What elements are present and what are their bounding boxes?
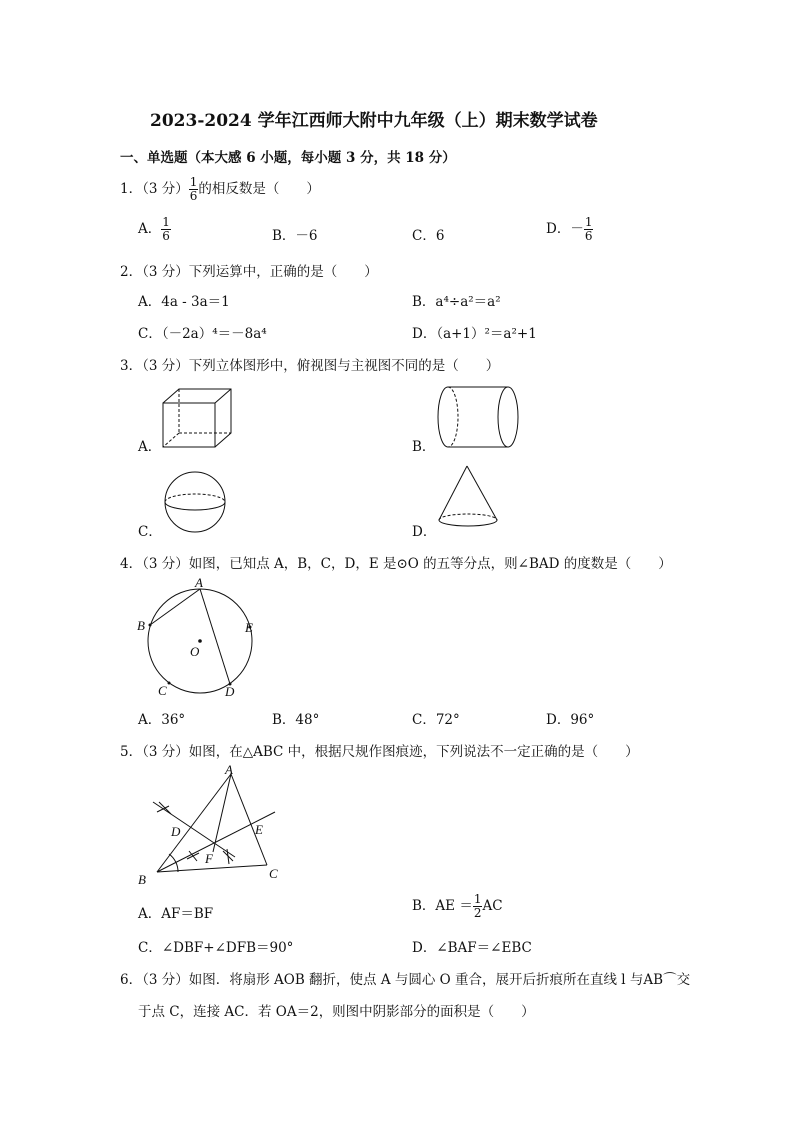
q1-option-d[interactable]: D．－ $\frac{1}{6}$ (546, 215, 593, 243)
q5-option-d[interactable]: D．∠BAF＝∠EBC (412, 940, 532, 956)
label-B: B (137, 618, 145, 633)
cube-figure (155, 385, 245, 450)
label-E: E (245, 620, 253, 635)
q3-option-a[interactable]: A． (138, 439, 162, 455)
q1-suffix: 的相反数是（ ） (198, 181, 320, 197)
sphere-figure (160, 470, 235, 535)
q3-option-d[interactable]: D． (412, 524, 437, 540)
q5-option-b[interactable]: B．AE ＝ $\frac{1}{2}$ AC (412, 892, 503, 920)
label-F: F (205, 851, 213, 866)
question-1 (120, 176, 320, 203)
label-A: A (225, 762, 233, 777)
label-C: C (269, 866, 278, 881)
q2-option-a[interactable]: A．4a - 3a＝1 (138, 294, 230, 310)
q4-option-d[interactable]: D．96° (546, 712, 595, 728)
label-D: D (171, 824, 181, 839)
section-heading: 一、单选题（本大感 6 小题，每小题 3 分，共 18 分） (120, 150, 456, 166)
question-6-line-2: 于点 C，连接 AC．若 OA＝2，则图中阴影部分的面积是（ ） (138, 1004, 535, 1020)
q1-fraction: $\frac{1}{6}$ (189, 175, 198, 203)
question-3: 3．（3 分）下列立体图形中，俯视图与主视图不同的是（ ） (120, 358, 500, 374)
triangle-figure (135, 760, 285, 888)
label-D: D (225, 684, 235, 699)
q2-option-d[interactable]: D．（a+1）²＝a²+1 (412, 326, 537, 342)
q4-option-a[interactable]: A．36° (138, 712, 186, 728)
q5-option-c[interactable]: C．∠DBF+∠DFB＝90° (138, 940, 294, 956)
question-6-line-1: 6．（3 分）如图．将扇形 AOB 翻折，使点 A 与圆心 O 重合，展开后折痕所在直线 l 与AB⌒交 (120, 972, 691, 988)
q3-option-b[interactable]: B． (412, 439, 436, 455)
label-C: C (158, 683, 167, 698)
q5-option-a[interactable]: A．AF＝BF (138, 906, 214, 922)
cone-figure (435, 462, 505, 534)
label-E: E (255, 822, 263, 837)
q4-option-b[interactable]: B．48° (272, 712, 320, 728)
question-5: 5．（3 分）如图，在△ABC 中，根据尺规作图痕迹，下列说法不一定正确的是（ ） (120, 744, 639, 760)
label-O: O (190, 644, 200, 659)
question-4: 4．（3 分）如图，已知点 A，B，C，D，E 是⊙O 的五等分点，则∠BAD 的度数是（ ） (120, 556, 672, 572)
q2-option-c[interactable]: C．（－2a）⁴＝－8a⁴ (138, 326, 267, 342)
cylinder-figure (430, 385, 530, 450)
q3-option-c[interactable]: C． (138, 524, 162, 540)
q2-option-b[interactable]: B．a⁴÷a²＝a² (412, 294, 501, 310)
q1-prefix: 1．（3 分） (120, 181, 189, 197)
q1-option-b[interactable]: B．－6 (272, 228, 318, 244)
q4-option-c[interactable]: C．72° (412, 712, 460, 728)
label-A: A (195, 575, 203, 590)
page-title: 2023-2024 学年江西师大附中九年级（上）期末数学试卷 (150, 111, 598, 131)
question-2: 2．（3 分）下列运算中，正确的是（ ） (120, 264, 378, 280)
label-B: B (138, 872, 146, 887)
q1-option-a[interactable]: A． $\frac{1}{6}$ (138, 215, 170, 243)
circle-figure (135, 575, 265, 700)
q1-option-c[interactable]: C．6 (412, 228, 445, 244)
